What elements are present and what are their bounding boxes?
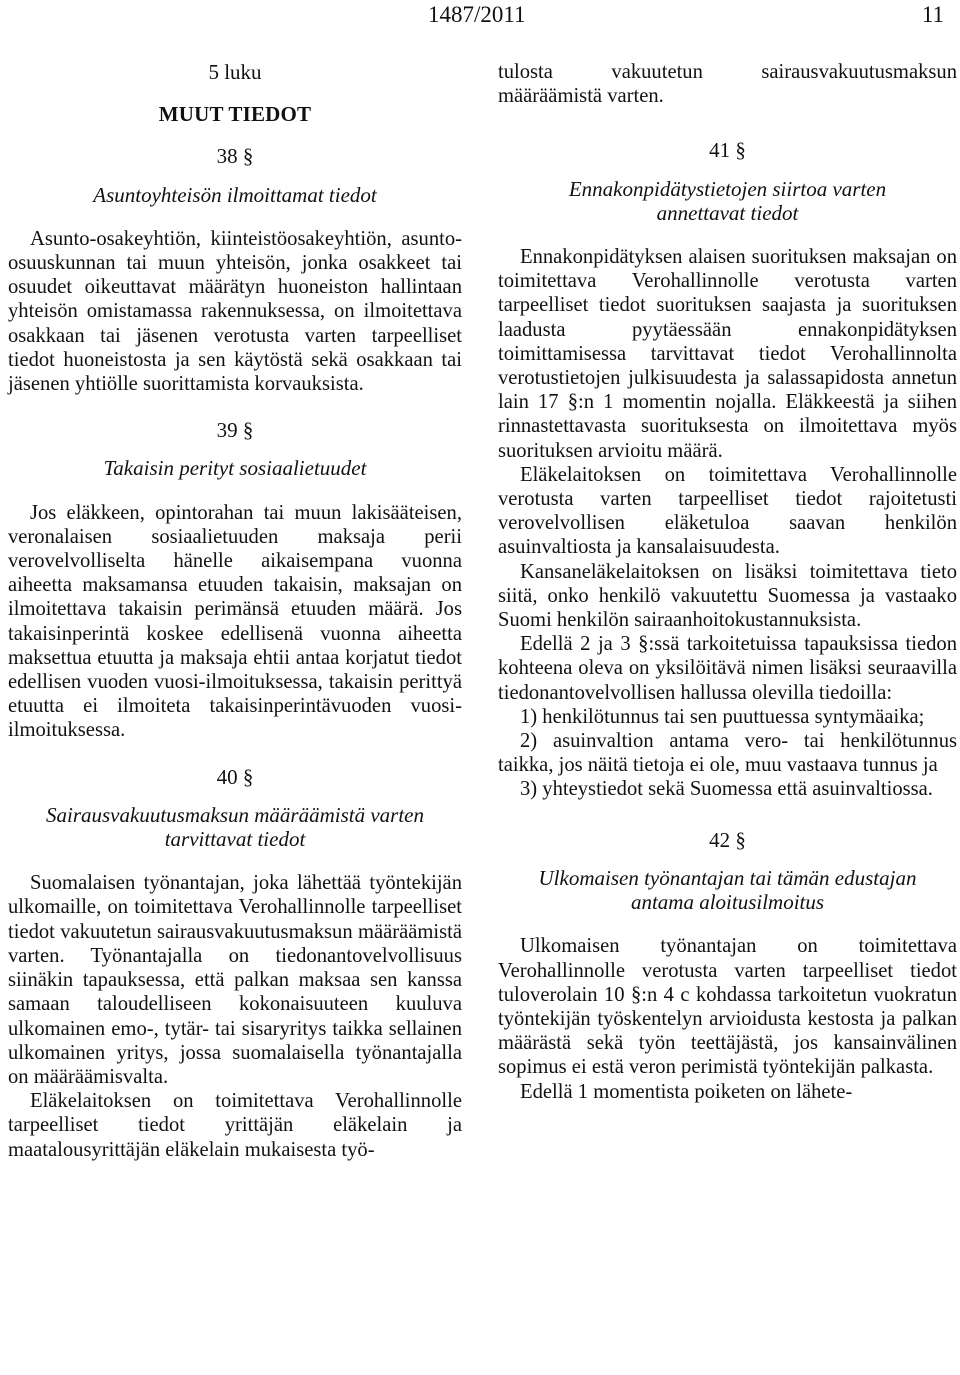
- section-40-paragraph-1: Suomalaisen työnantajan, joka lähettää työntekijän ulkomaille, on toimitettava Verohallinnolle tarpeelliset tiedot vakuutetun sairausvakuutusmaksun määräämistä varten. Työnantajalla on tiedonantovelvollisuus siinäkin tapauksessa, että palkan maksaa sen kanssa samaan taloudelliseen kokonaisuuteen kuuluva ulkomainen emo-, tytär- tai sisaryritys taikka sellainen ulkomainen yritys, jossa suomalaisella työnantajalla on määräämisvalta.: [8, 872, 462, 1088]
- chapter-title: MUUT TIEDOT: [158, 102, 312, 127]
- section-39-title: Takaisin perityt sosiaalietuudet: [103, 456, 367, 481]
- section-41-paragraph-3: Kansaneläkelaitoksen on lisäksi toimitettava tieto siitä, onko henkilö vakuutettu Suomessa ja vastaako Suomi henkilön sairaanhoitokustannuksista.: [498, 560, 957, 632]
- continued-paragraph: tulosta vakuutetun sairausvakuutusmaksun määräämistä varten.: [498, 61, 957, 108]
- section-42-title: Ulkomaisen työnantajan tai tämän edustajan antama aloitusilmoitus: [538, 865, 917, 915]
- section-41-paragraph-2: Eläkelaitoksen on toimitettava Verohallinnolle verotusta varten tarpeelliset tiedot rajoitetusti verovelvollisen eläketuloa saavan henkilön asuinvaltiosta ja kansalaisuudesta.: [498, 463, 957, 559]
- section-40-paragraph-2: Eläkelaitoksen on toimitettava Verohallinnolle tarpeelliset tiedot yrittäjän eläkelain ja maatalousyrittäjän eläkelain mukaisesta työ-: [8, 1090, 462, 1161]
- section-42-paragraph-1: Ulkomaisen työnantajan on toimitettava Verohallinnolle verotusta varten tarpeelliset tiedot tuloverolain 10 §:n 4 c kohdassa tarkoitetun vuokratun työntekijän työskentelyn arvioidusta kestosta ja palkan määrästä sekä työn teettäjästä, jos kansainvälinen sopimus ei estä veron perimistä työntekijän palkasta.: [498, 935, 957, 1079]
- page-header: [0, 0, 960, 28]
- section-41-item-3: 3) yhteystiedot sekä Suomessa että asuinvaltiossa.: [520, 778, 933, 801]
- statute-number: 1487/2011: [428, 2, 526, 27]
- section-38-paragraph: Asunto-osakeyhtiön, kiinteistöosakeyhtiön, asunto-osuuskunnan tai muun yhteisön, jonka osakkeet tai osuudet oikeuttavat määrätyn huoneiston hallintaan yhteisön omistamassa rakennuksessa, on ilmoitettava osakkaan tai jäsenen verotusta varten tarpeelliset tiedot huoneistosta ja sen käytöstä sekä osakkaan tai jäsenen yhtiölle suorittamista korvauksista.: [8, 227, 462, 396]
- chapter-number: 5 luku: [208, 60, 262, 84]
- section-42-number: 42 §: [709, 827, 746, 852]
- section-38-title: Asuntoyhteisön ilmoittamat tiedot: [93, 182, 377, 207]
- right-column: [498, 60, 957, 1104]
- section-40-number: 40 §: [216, 764, 254, 789]
- section-42-paragraph-2: Edellä 1 momentista poiketen on lähete-: [520, 1080, 853, 1103]
- section-41-item-2: 2) asuinvaltion antama vero- tai henkilötunnus taikka, jos näitä tietoja ei ole, muu vastaava tunnus ja: [498, 730, 957, 777]
- section-41-item-1: 1) henkilötunnus tai sen puuttuessa syntymäaika;: [520, 705, 925, 728]
- section-39-paragraph: Jos eläkkeen, opintorahan tai muun lakisääteisen, veronalaisen sosiaalietuuden maksaja perii verovelvolliselta hänelle aikaisempana vuonna aiheetta maksamansa etuuden takaisin, maksajan on ilmoitettava takaisin perimänsä etuuden määrä. Jos takaisinperintä koskee edellisenä vuonna aiheetta maksettua etuutta ja maksaja ehtii antaa korjatut tiedot edellisen vuoden vuosi-ilmoituksessa, takaisin perittyä etuutta ei ilmoiteta takaisinperintävuoden vuosi-ilmoituksessa.: [8, 501, 462, 742]
- section-41-paragraph-4: Edellä 2 ja 3 §:ssä tarkoitetuissa tapauksissa tiedon kohteena oleva on yksilöitävä nimen lisäksi seuraavilla tiedonantovelvollisen hallussa olevilla tiedoilla:: [498, 633, 957, 704]
- section-41-number: 41 §: [709, 138, 746, 163]
- section-40-title: Sairausvakuutusmaksun määräämistä varten tarvittavat tiedot: [46, 802, 424, 852]
- section-41-title: Ennakonpidätystietojen siirtoa varten annettavat tiedot: [568, 176, 887, 225]
- section-39-number: 39 §: [216, 418, 254, 443]
- section-38-number: 38 §: [216, 144, 254, 169]
- page-number: 11: [921, 2, 944, 27]
- left-column: [8, 60, 462, 1162]
- section-41-paragraph-1: Ennakonpidätyksen alaisen suorituksen maksajan on toimitettava Verohallinnolle verotusta varten tarpeelliset tiedot suorituksen saajasta ja suorituksen laadusta pyytäessään ennakonpidätyksen toimittamisessa tarvittavat tiedot Verohallinnolta verotustietojen julkisuudesta ja salassapidosta annetun lain 17 §:n 1 momentin nojalla. Eläkkeestä ja siihen rinnastettavasta suorituksesta on ilmoitettava myös suorituksen arvioitu määrä.: [498, 246, 957, 462]
